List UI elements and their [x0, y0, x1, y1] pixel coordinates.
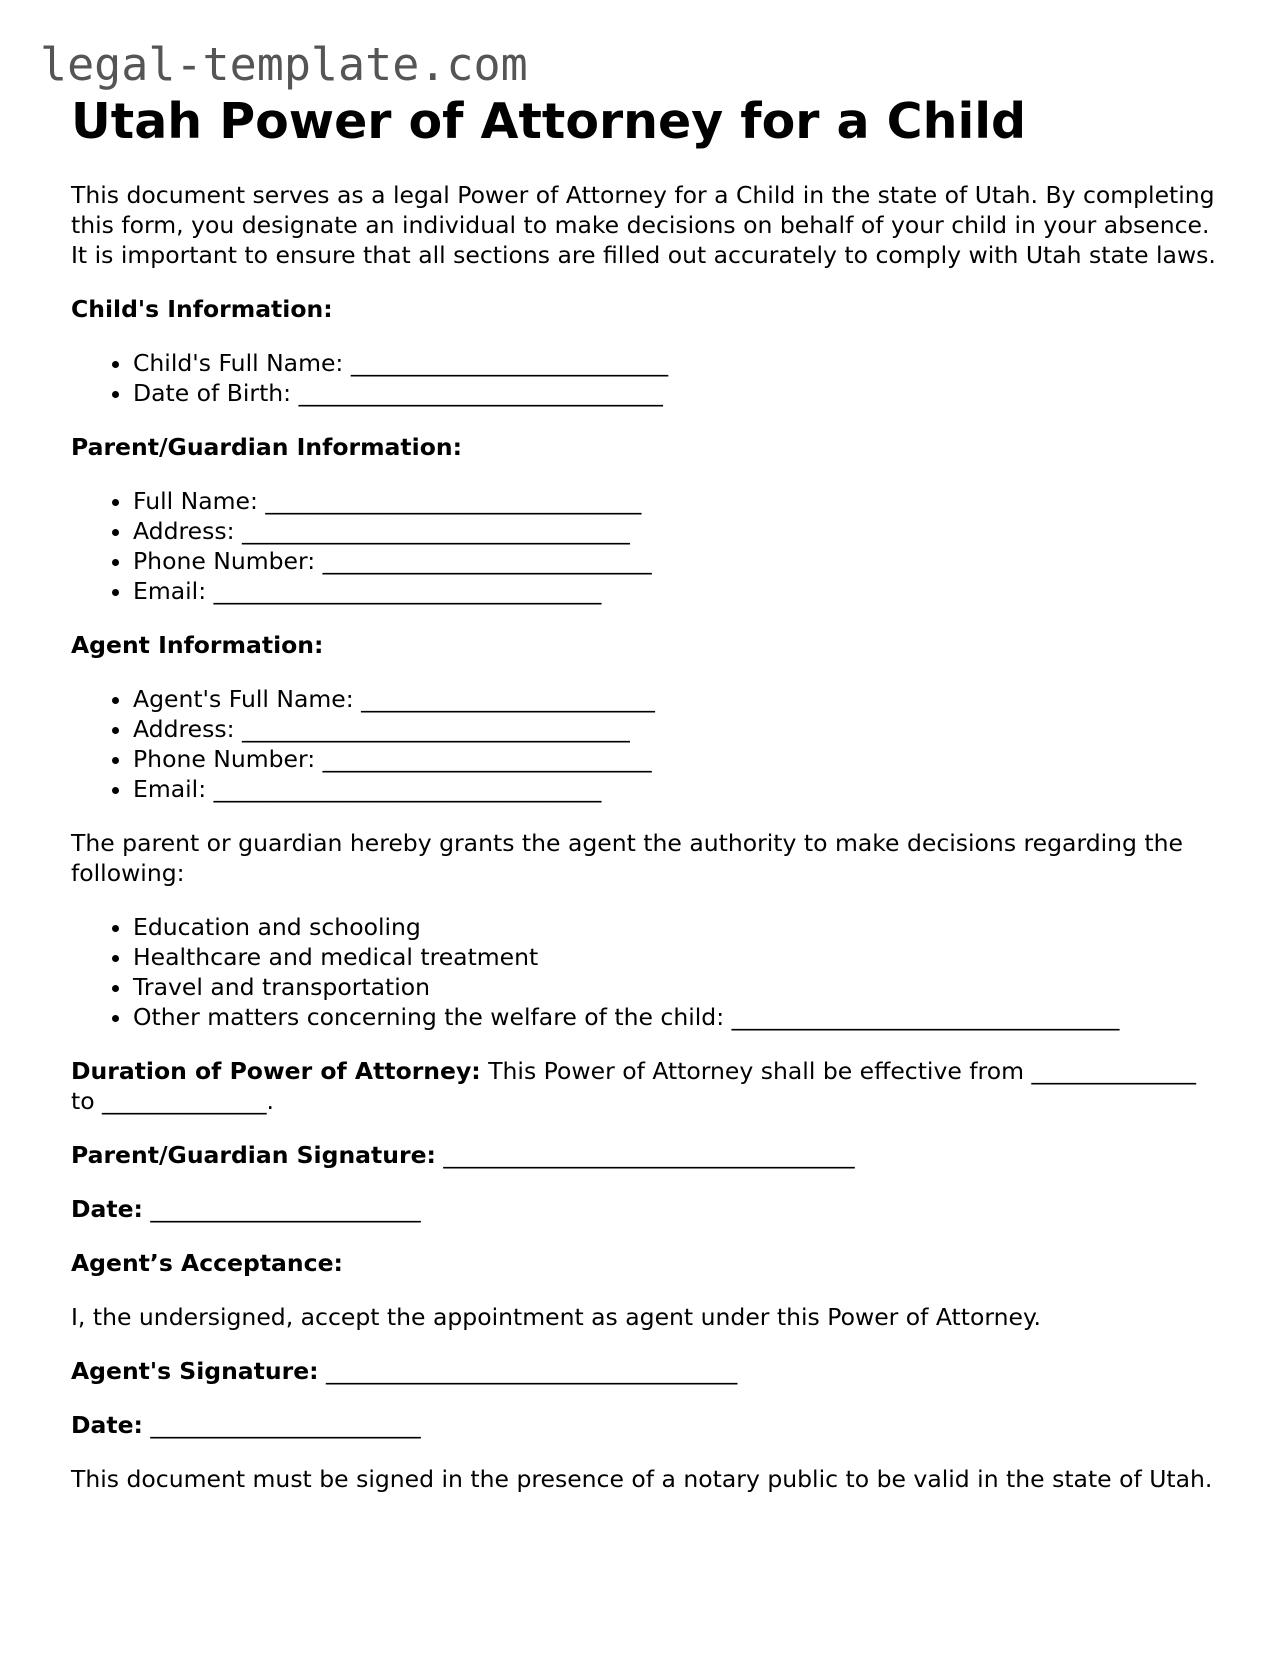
authority-item-other: • Other matters concerning the welfare of the child: _________________________________	[133, 1002, 1221, 1032]
notary-notice: This document must be signed in the presence of a notary public to be valid in the state of Utah.	[71, 1465, 1213, 1493]
agent-info-heading: Agent Information:	[71, 631, 324, 659]
parent-info-list	[71, 486, 1221, 606]
agent-date-line	[71, 1410, 1221, 1440]
child-info-heading: Child's Information:	[71, 295, 333, 323]
agent-date-blank: _______________________	[150, 1411, 421, 1439]
parent-email-field: • Email: _________________________________	[133, 576, 1221, 606]
parent-signature-line	[71, 1140, 1221, 1170]
authority-item: • Healthcare and medical treatment	[133, 942, 1221, 972]
agent-full-name-field: • Agent's Full Name: _________________________	[133, 684, 1221, 714]
agent-phone-field: • Phone Number: ____________________________	[133, 744, 1221, 774]
parent-signature-blank: ___________________________________	[443, 1141, 855, 1169]
intro-paragraph: This document serves as a legal Power of Attorney for a Child in the state of Utah. By completing this form, you designate an individual to make decisions on behalf of your child in your absence. It is important to ensure that all sections are filled out accurately to comply with Utah state laws.	[71, 181, 1216, 269]
watermark-logo: legal-template.com	[40, 38, 528, 91]
agent-acceptance-text: I, the undersigned, accept the appointment as agent under this Power of Attorney.	[71, 1303, 1041, 1331]
duration-text: This Power of Attorney shall be effective from ______________ to ______________.	[71, 1057, 1196, 1115]
child-full-name-field: • Child's Full Name: ___________________________	[133, 348, 1221, 378]
parent-phone-field: • Phone Number: ____________________________	[133, 546, 1221, 576]
agent-info-list	[71, 684, 1221, 804]
agent-acceptance-heading: Agent’s Acceptance:	[71, 1249, 343, 1277]
duration-paragraph	[71, 1056, 1221, 1116]
parent-info-heading: Parent/Guardian Information:	[71, 433, 462, 461]
parent-date-blank: _______________________	[150, 1195, 421, 1223]
authority-item: • Education and schooling	[133, 912, 1221, 942]
agent-signature-line	[71, 1356, 1221, 1386]
document-body	[71, 90, 1221, 1494]
agent-email-field: • Email: _________________________________	[133, 774, 1221, 804]
authority-list	[71, 912, 1221, 1032]
agent-signature-blank: ___________________________________	[326, 1357, 738, 1385]
authority-item: • Travel and transportation	[133, 972, 1221, 1002]
document-title: Utah Power of Attorney for a Child	[71, 93, 1027, 150]
agent-address-field: • Address: _________________________________	[133, 714, 1221, 744]
parent-date-line	[71, 1194, 1221, 1224]
child-info-list	[71, 348, 1221, 408]
parent-address-field: • Address: _________________________________	[133, 516, 1221, 546]
child-dob-field: • Date of Birth: _______________________________	[133, 378, 1221, 408]
duration-label: Duration of Power of Attorney:	[71, 1057, 481, 1085]
agent-signature-label: Agent's Signature:	[71, 1357, 319, 1385]
parent-full-name-field: • Full Name: ________________________________	[133, 486, 1221, 516]
parent-signature-label: Parent/Guardian Signature:	[71, 1141, 436, 1169]
agent-date-label: Date:	[71, 1411, 143, 1439]
grant-paragraph: The parent or guardian hereby grants the agent the authority to make decisions regarding the following:	[71, 829, 1183, 887]
parent-date-label: Date:	[71, 1195, 143, 1223]
